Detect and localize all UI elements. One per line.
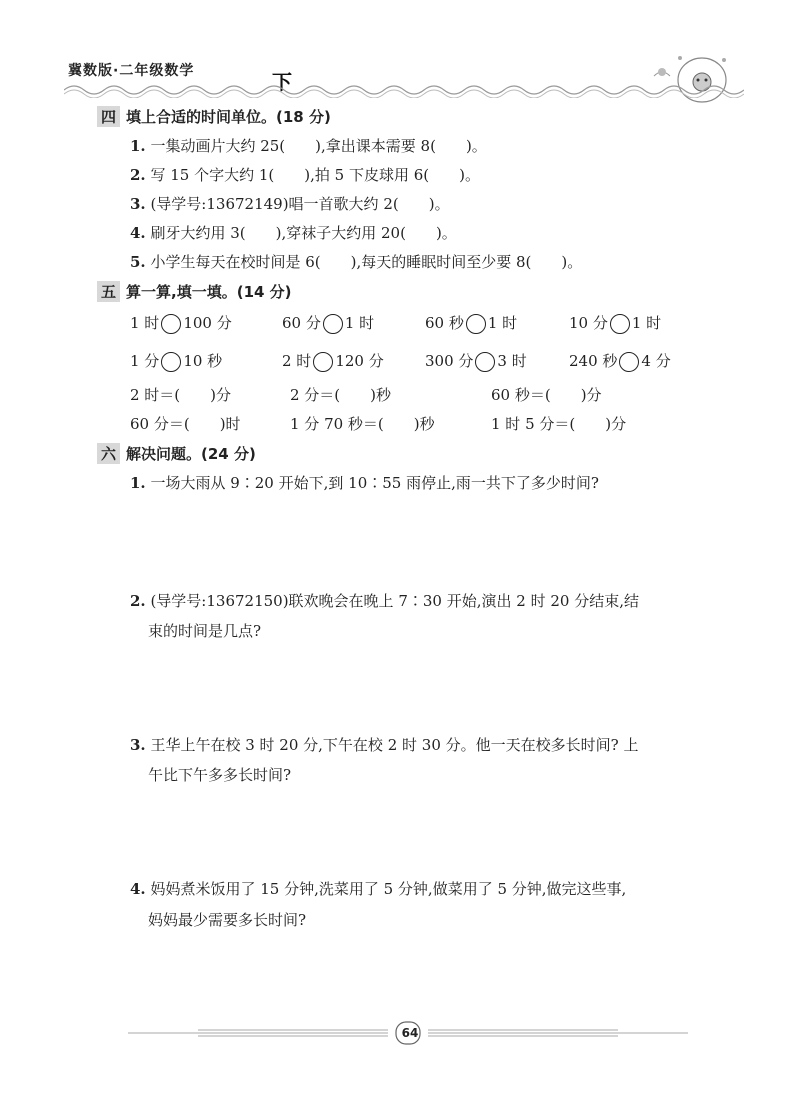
compare-item-6: 2 时 120 分 (282, 352, 384, 370)
problem-2-cont: 束的时间是几点? (148, 622, 262, 640)
compare-item-4: 10 分 1 时 (569, 314, 662, 332)
section-6-title: 解决问题。(24 分) (126, 445, 256, 463)
s4-question-1: 1. 一集动画片大约 25( ),拿出课本需要 8( )。 (130, 137, 487, 155)
fill-item-3: 60 秒＝( )分 (491, 386, 602, 404)
section-5-heading (97, 281, 292, 302)
s4-question-3: 3. (导学号:13672149)唱一首歌大约 2( )。 (130, 195, 450, 213)
section-4-title: 填上合适的时间单位。(18 分) (126, 108, 331, 126)
page-number: 64 (401, 1026, 419, 1040)
fill-item-2: 2 分＝( )秒 (290, 386, 392, 404)
compare-item-7: 300 分 3 时 (425, 352, 527, 370)
fill-item-5: 1 分 70 秒＝( )秒 (290, 415, 435, 433)
compare-circle[interactable] (323, 314, 343, 334)
volume-mark: 下 (272, 70, 292, 94)
problem-4-cont: 妈妈最少需要多长时间? (148, 911, 307, 929)
section-5-title: 算一算,填一填。(14 分) (126, 283, 292, 301)
compare-item-3: 60 秒 1 时 (425, 314, 518, 332)
section-5-badge: 五 (97, 281, 120, 302)
compare-circle[interactable] (610, 314, 630, 334)
section-6-badge: 六 (97, 443, 120, 464)
problem-3-cont: 午比下午多多长时间? (148, 766, 292, 784)
compare-item-1: 1 时 100 分 (130, 314, 232, 332)
problem-1: 1. 一场大雨从 9∶20 开始下,到 10∶55 雨停止,雨一共下了多少时间? (130, 474, 599, 492)
section-6-heading (97, 443, 256, 464)
compare-item-8: 240 秒 4 分 (569, 352, 671, 370)
s4-question-4: 4. 刷牙大约用 3( ),穿袜子大约用 20( )。 (130, 224, 457, 242)
problem-3: 3. 王华上午在校 3 时 20 分,下午在校 2 时 30 分。他一天在校多长时间? 上 (130, 736, 639, 754)
s4-question-5: 5. 小学生每天在校时间是 6( ),每天的睡眠时间至少要 8( )。 (130, 253, 583, 271)
series-title: 冀数版·二年级数学 (68, 63, 195, 79)
fill-item-6: 1 时 5 分＝( )分 (491, 415, 627, 433)
section-4-heading (97, 106, 331, 127)
compare-circle[interactable] (313, 352, 333, 372)
compare-item-5: 1 分 10 秒 (130, 352, 223, 370)
problem-2: 2. (导学号:13672150)联欢晚会在晚上 7∶30 开始,演出 2 时 20 分结束,结 (130, 592, 639, 610)
header-wave-divider (64, 82, 744, 98)
decorative-cartoon-icon (640, 48, 730, 108)
compare-item-2: 60 分 1 时 (282, 314, 375, 332)
compare-circle[interactable] (466, 314, 486, 334)
fill-item-1: 2 时＝( )分 (130, 386, 232, 404)
compare-circle[interactable] (619, 352, 639, 372)
problem-4: 4. 妈妈煮米饭用了 15 分钟,洗菜用了 5 分钟,做菜用了 5 分钟,做完这些事, (130, 880, 627, 898)
fill-item-4: 60 分＝( )时 (130, 415, 241, 433)
compare-circle[interactable] (475, 352, 495, 372)
compare-circle[interactable] (161, 352, 181, 372)
s4-question-2: 2. 写 15 个字大约 1( ),拍 5 下皮球用 6( )。 (130, 166, 480, 184)
compare-circle[interactable] (161, 314, 181, 334)
section-4-badge: 四 (97, 106, 120, 127)
